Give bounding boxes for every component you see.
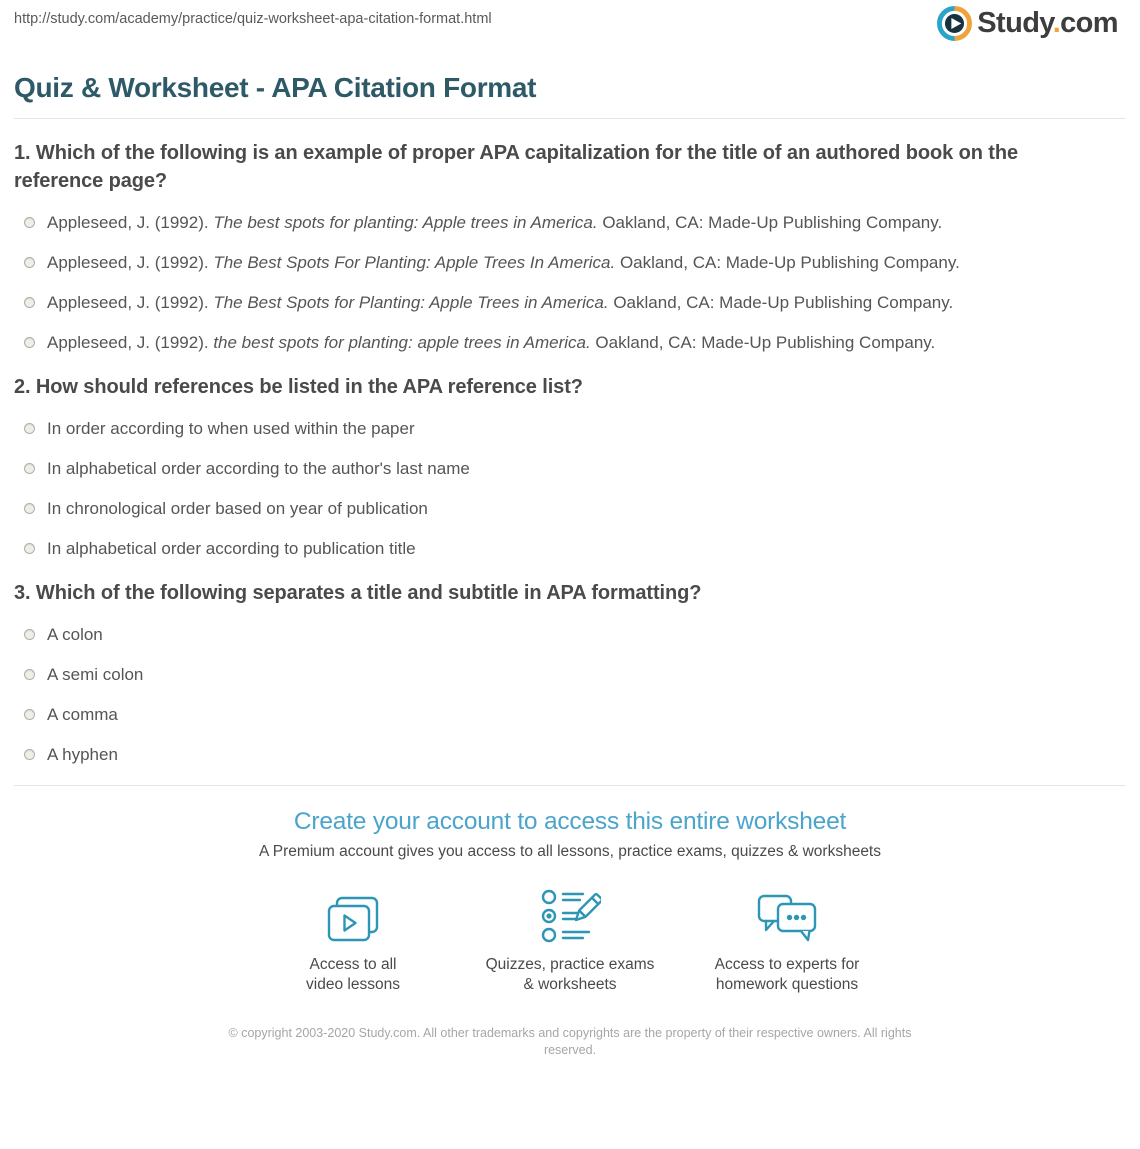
radio-button[interactable] bbox=[24, 749, 35, 760]
answer-option-label: In order according to when used within the paper bbox=[47, 419, 415, 438]
answer-option-label: Appleseed, J. (1992). The Best Spots For Planting: Apple Trees In America. Oakland, CA: Made-Up Publishing Company. bbox=[47, 253, 960, 272]
title-divider bbox=[14, 118, 1126, 119]
copyright-text: © copyright 2003-2020 Study.com. All other trademarks and copyrights are the property of their respective owners. All rights reserved. bbox=[228, 1026, 912, 1057]
radio-button[interactable] bbox=[24, 297, 35, 308]
question-1 bbox=[14, 139, 1126, 352]
answer-option-label: A hyphen bbox=[47, 745, 118, 764]
answer-option-label: In alphabetical order according to publication title bbox=[47, 539, 416, 558]
features-row bbox=[0, 887, 1140, 995]
question-3 bbox=[14, 579, 1126, 764]
question-2-heading: 2. How should references be listed in the APA reference list? bbox=[14, 376, 583, 398]
question-1-heading: 1. Which of the following is an example of proper APA capitalization for the title of an authored book on the reference page? bbox=[14, 142, 1018, 192]
feature-homework-experts bbox=[679, 887, 896, 995]
page-header bbox=[0, 0, 1140, 56]
radio-button[interactable] bbox=[24, 423, 35, 434]
question-1-options bbox=[14, 213, 1126, 352]
answer-option[interactable] bbox=[14, 539, 1126, 558]
feature-label: Access to all video lessons bbox=[306, 956, 400, 993]
answer-option[interactable] bbox=[14, 745, 1126, 764]
logo-text: Study.com bbox=[977, 7, 1118, 39]
answer-option[interactable] bbox=[14, 499, 1126, 518]
radio-button[interactable] bbox=[24, 257, 35, 268]
feature-quizzes-worksheets bbox=[462, 887, 679, 995]
radio-button[interactable] bbox=[24, 629, 35, 640]
question-2 bbox=[14, 373, 1126, 558]
answer-option[interactable] bbox=[14, 459, 1126, 478]
answer-option-label: In chronological order based on year of publication bbox=[47, 499, 428, 518]
answer-option[interactable] bbox=[14, 293, 1126, 312]
cta-section bbox=[0, 808, 1140, 1059]
question-3-heading: 3. Which of the following separates a title and subtitle in APA formatting? bbox=[14, 582, 702, 604]
answer-option-label: Appleseed, J. (1992). the best spots for planting: apple trees in America. Oakland, CA: Made-Up Publishing Company. bbox=[47, 333, 936, 352]
answer-option[interactable] bbox=[14, 213, 1126, 232]
answer-option-label: Appleseed, J. (1992). The Best Spots for Planting: Apple Trees in America. Oakland, CA: Made-Up Publishing Company. bbox=[47, 293, 954, 312]
radio-button[interactable] bbox=[24, 709, 35, 720]
radio-button[interactable] bbox=[24, 337, 35, 348]
answer-option-label: A semi colon bbox=[47, 665, 144, 684]
cta-divider bbox=[14, 785, 1126, 786]
answer-option-label: In alphabetical order according to the author's last name bbox=[47, 459, 470, 478]
answer-option[interactable] bbox=[14, 705, 1126, 724]
study-logo[interactable] bbox=[937, 6, 1118, 41]
page-title: Quiz & Worksheet - APA Citation Format bbox=[14, 72, 537, 103]
feature-video-lessons bbox=[245, 887, 462, 995]
chat-bubbles-icon bbox=[679, 887, 896, 945]
page-url: http://study.com/academy/practice/quiz-worksheet-apa-citation-format.html bbox=[14, 11, 492, 27]
cta-subheading: A Premium account gives you access to all lessons, practice exams, quizzes & worksheets bbox=[259, 843, 881, 860]
answer-option-label: Appleseed, J. (1992). The best spots for planting: Apple trees in America. Oakland, CA: Made-Up Publishing Company. bbox=[47, 213, 943, 232]
question-3-options bbox=[14, 625, 1126, 764]
answer-option[interactable] bbox=[14, 625, 1126, 644]
answer-option-label: A colon bbox=[47, 625, 103, 644]
quiz-pencil-icon bbox=[462, 887, 679, 945]
feature-label: Access to experts for homework questions bbox=[714, 956, 860, 993]
video-lessons-icon bbox=[245, 887, 462, 945]
answer-option-label: A comma bbox=[47, 705, 118, 724]
cta-heading: Create your account to access this entire worksheet bbox=[293, 808, 847, 835]
answer-option[interactable] bbox=[14, 253, 1126, 272]
radio-button[interactable] bbox=[24, 463, 35, 474]
radio-button[interactable] bbox=[24, 669, 35, 680]
radio-button[interactable] bbox=[24, 543, 35, 554]
radio-button[interactable] bbox=[24, 217, 35, 228]
radio-button[interactable] bbox=[24, 503, 35, 514]
answer-option[interactable] bbox=[14, 333, 1126, 352]
question-2-options bbox=[14, 419, 1126, 558]
answer-option[interactable] bbox=[14, 665, 1126, 684]
answer-option[interactable] bbox=[14, 419, 1126, 438]
feature-label: Quizzes, practice exams & worksheets bbox=[485, 956, 655, 993]
play-circle-icon bbox=[937, 6, 972, 41]
